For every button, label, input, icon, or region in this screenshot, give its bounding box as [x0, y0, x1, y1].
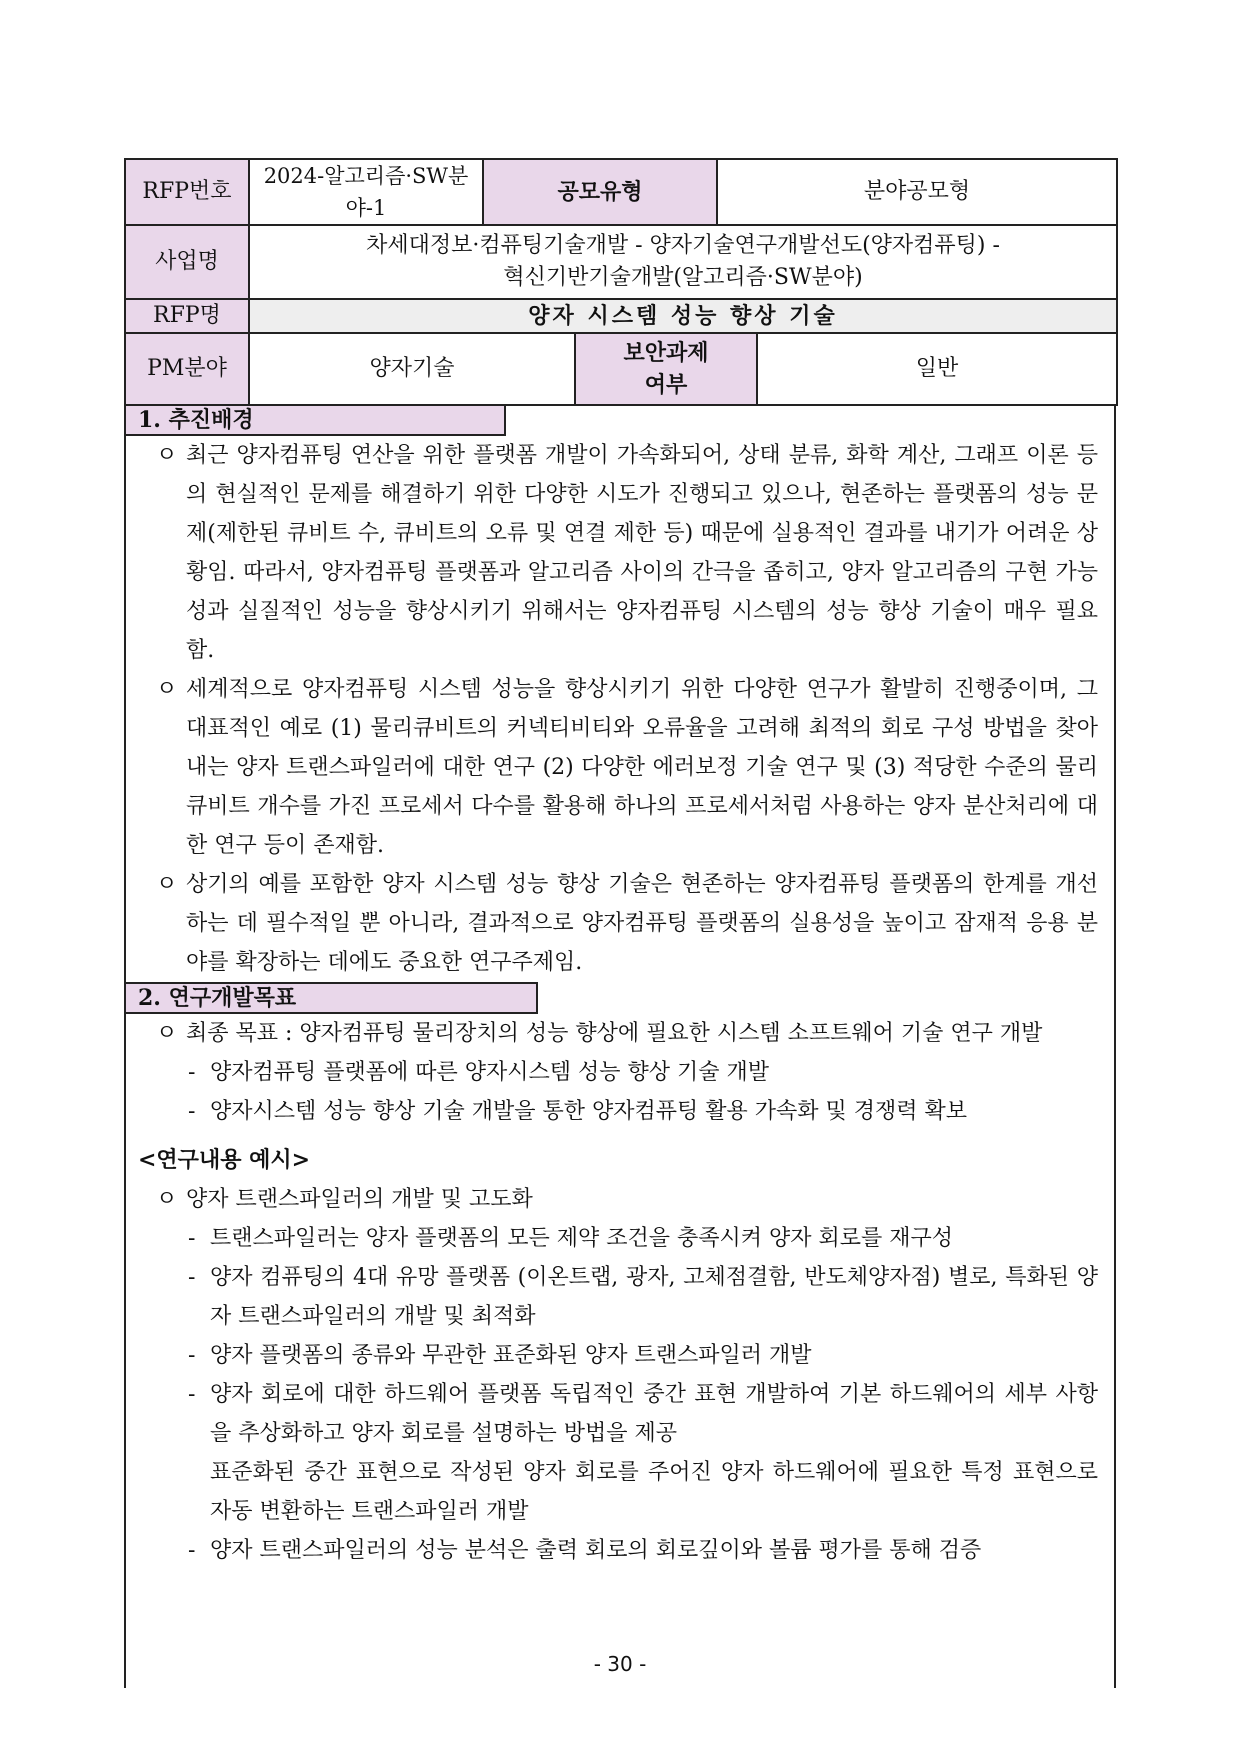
circle-bullet-icon: ㅇ [156, 677, 178, 702]
rfp-body [124, 406, 1116, 1688]
security-label [575, 333, 757, 405]
security-label-line-2: 여부 [644, 372, 688, 398]
goal-text: 최종 목표 : 양자컴퓨팅 물리장치의 성능 향상에 필요한 시스템 소프트웨어 기술 연구 개발 [186, 1021, 1043, 1046]
example-item-text: 양자 트랜스파일러의 개발 및 고도화 [186, 1187, 533, 1212]
pm-value: 양자기술 [249, 333, 575, 405]
security-value: 일반 [757, 333, 1117, 405]
sub-text: 양자컴퓨팅 플랫폼에 따른 양자시스템 성능 향상 기술 개발 [210, 1060, 770, 1085]
example-item [126, 1180, 1114, 1219]
example-sub [126, 1258, 1114, 1336]
example-sub [126, 1336, 1114, 1375]
circle-bullet-icon: ㅇ [156, 1187, 178, 1212]
section-2-sub [126, 1092, 1114, 1131]
dash-bullet-icon: - [188, 1265, 196, 1290]
dash-bullet-icon: - [188, 1538, 196, 1563]
rfp-header-table [124, 158, 1118, 406]
example-sub-text: 양자 플랫폼의 종류와 무관한 표준화된 양자 트랜스파일러 개발 [210, 1343, 812, 1368]
example-continuation: 표준화된 중간 표현으로 작성된 양자 회로를 주어진 양자 하드웨어에 필요한 특정 표현으로 자동 변환하는 트랜스파일러 개발 [210, 1460, 1098, 1524]
dash-bullet-icon: - [188, 1343, 196, 1368]
example-sub-text: 양자 컴퓨팅의 4대 유망 플랫폼 (이온트랩, 광자, 고체점결함, 반도체양자점) 별로, 특화된 양자 트랜스파일러의 개발 및 최적화 [210, 1265, 1098, 1329]
section-1-title: 1. 추진배경 [126, 406, 506, 436]
dash-bullet-icon: - [188, 1226, 196, 1251]
bullet-text: 최근 양자컴퓨팅 연산을 위한 플랫폼 개발이 가속화되어, 상태 분류, 화학 계산, 그래프 이론 등의 현실적인 문제를 해결하기 위한 다양한 시도가 진행되고 있으나, 현존하는 플랫폼의 성능 문제(제한된 큐비트 수, 큐비트의 오류 및 연결 제한 등) 때문에 실용적인 결과를 내기가 어려운 상황임. 따라서, 양자컴퓨팅 플랫폼과 알고리즘 사이의 간극을 좁히고, 양자 알고리즘의 구현 가능성과 실질적인 성능을 향상시키기 위해서는 양자컴퓨팅 시스템의 성능 향상 기술이 매우 필요함. [186, 443, 1098, 663]
dash-bullet-icon: - [188, 1382, 196, 1407]
bullet-text: 상기의 예를 포함한 양자 시스템 성능 향상 기술은 현존하는 양자컴퓨팅 플랫폼의 한계를 개선하는 데 필수적일 뿐 아니라, 결과적으로 양자컴퓨팅 플랫폼의 실용성을 높이고 잠재적 응용 분야를 확장하는 데에도 중요한 연구주제임. [186, 872, 1098, 975]
section-2-goal [126, 1014, 1114, 1053]
rfp-number-label: RFP번호 [125, 159, 249, 225]
examples-title: <연구내용 예시> [138, 1147, 311, 1173]
example-sub-text: 양자 트랜스파일러의 성능 분석은 출력 회로의 회로깊이와 볼륨 평가를 통해 검증 [210, 1538, 982, 1563]
section-2-sub [126, 1053, 1114, 1092]
rfp-document [124, 158, 1116, 1688]
page-number: - 30 - [593, 1652, 647, 1676]
project-value [249, 225, 1117, 299]
project-label: 사업명 [125, 225, 249, 299]
example-sub-text: 트랜스파일러는 양자 플랫폼의 모든 제약 조건을 충족시켜 양자 회로를 재구성 [210, 1226, 954, 1251]
dash-bullet-icon: - [188, 1099, 196, 1124]
example-sub [126, 1219, 1114, 1258]
rfp-name-label: RFP명 [125, 299, 249, 333]
section-1-bullet [126, 865, 1114, 982]
type-label: 공모유형 [483, 159, 717, 225]
pm-label: PM분야 [125, 333, 249, 405]
dash-bullet-icon: - [188, 1060, 196, 1085]
section-1-bullet [126, 670, 1114, 865]
circle-bullet-icon: ㅇ [156, 1021, 178, 1046]
circle-bullet-icon: ㅇ [156, 872, 178, 897]
type-value: 분야공모형 [717, 159, 1117, 225]
section-1-bullet [126, 436, 1114, 670]
security-label-line-1: 보안과제 [623, 340, 709, 366]
rfp-number-value: 2024-알고리즘·SW분야-1 [249, 159, 483, 225]
sub-text: 양자시스템 성능 향상 기술 개발을 통한 양자컴퓨팅 활용 가속화 및 경쟁력 확보 [210, 1099, 967, 1124]
example-sub-text: 양자 회로에 대한 하드웨어 플랫폼 독립적인 중간 표현 개발하여 기본 하드웨어의 세부 사항을 추상화하고 양자 회로를 설명하는 방법을 제공 [210, 1382, 1098, 1446]
section-2-title: 2. 연구개발목표 [126, 982, 538, 1014]
project-line-1: 차세대정보·컴퓨팅기술개발 - 양자기술연구개발선도(양자컴퓨팅) - [366, 233, 1000, 258]
rfp-name-value: 양자 시스템 성능 향상 기술 [249, 299, 1117, 333]
circle-bullet-icon: ㅇ [156, 443, 178, 468]
example-sub [126, 1375, 1114, 1453]
example-sub [126, 1531, 1114, 1570]
bullet-text: 세계적으로 양자컴퓨팅 시스템 성능을 향상시키기 위한 다양한 연구가 활발히 진행중이며, 그 대표적인 예로 (1) 물리큐비트의 커넥티비티와 오류율을 고려해 최적의 회로 구성 방법을 찾아내는 양자 트랜스파일러에 대한 연구 (2) 다양한 에러보정 기술 연구 및 (3) 적당한 수준의 물리 큐비트 개수를 가진 프로세서 다수를 활용해 하나의 프로세서처럼 사용하는 양자 분산처리에 대한 연구 등이 존재함. [186, 677, 1098, 858]
project-line-2: 혁신기반기술개발(알고리즘·SW분야) [503, 265, 863, 290]
